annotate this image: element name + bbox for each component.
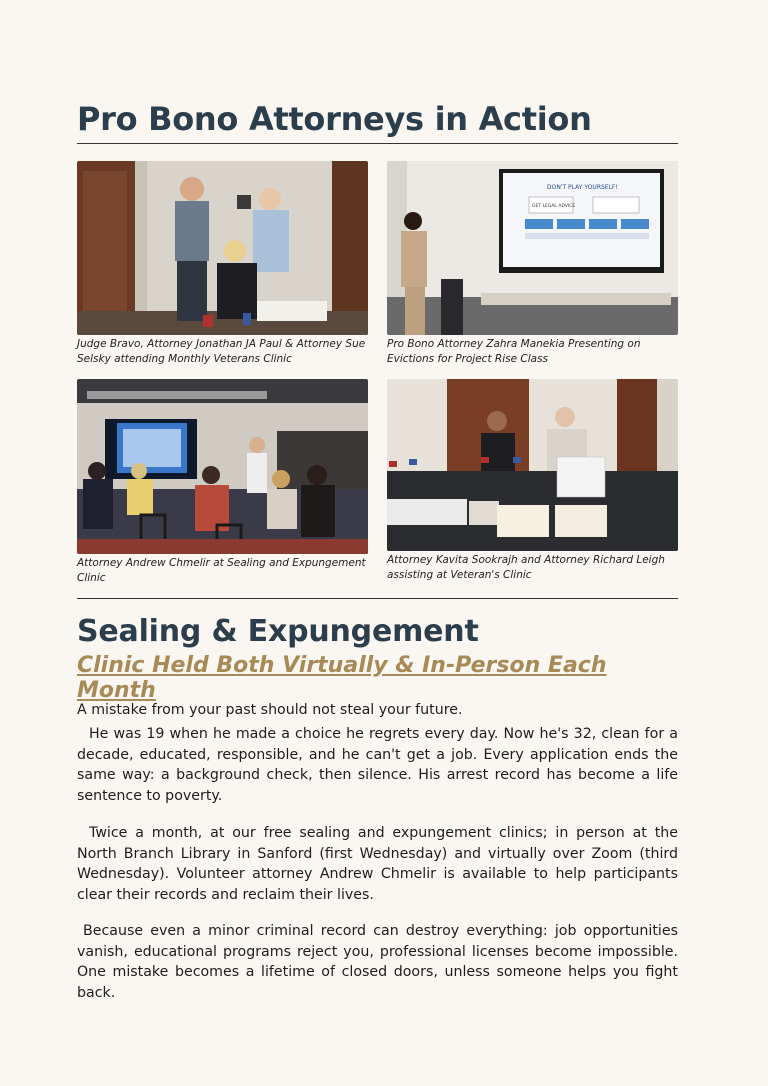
section-subtitle: Clinic Held Both Virtually & In-Person Each Month: [77, 653, 607, 703]
body-paragraph-4: Because even a minor criminal record can destroy everything: job opportunities vanish, educational programs reject you, professional licenses become impossible. One mistake becomes a lifetime of closed doors, unless someone helps you fight back.: [77, 923, 678, 1001]
screen-button: GET LEGAL ADVICE: [532, 204, 576, 209]
body-paragraph-3: Twice a month, at our free sealing and expungement clinics; in person at the North Branch Library in Sanford (first Wednesday) and virtually over Zoom (third Wednesday). Volunteer attorney Andrew Chmelir is available to help participants clear their records and reclaim their lives.: [77, 825, 678, 903]
caption-evictions-presentation: Pro Bono Attorney Zahra Manekia Presenting on Evictions for Project Rise Class: [387, 338, 641, 365]
caption-veterans-assisting: Attorney Kavita Sookrajh and Attorney Richard Leigh assisting at Veteran's Clinic: [387, 554, 665, 581]
photo-evictions-presentation: [387, 161, 678, 335]
divider: [77, 598, 678, 599]
screen-title: DON'T PLAY YOURSELF!: [547, 184, 618, 191]
divider: [77, 143, 678, 144]
section-title-sealing: Sealing & Expungement: [77, 614, 479, 649]
photo-veterans-clinic: [77, 161, 368, 335]
body-paragraph-1: A mistake from your past should not steal your future.: [77, 702, 463, 718]
caption-veterans-clinic: Judge Bravo, Attorney Jonathan JA Paul & Attorney Sue Selsky attending Monthly Veterans Clinic: [77, 338, 366, 365]
body-paragraph-2: He was 19 when he made a choice he regrets every day. Now he's 32, clean for a decade, educated, responsible, and he can't get a job. Every application ends the same way: a background check, then silence. His arrest record has become a life sentence to poverty.: [77, 726, 678, 804]
caption-expungement-clinic: Attorney Andrew Chmelir at Sealing and Expungement Clinic: [77, 557, 366, 584]
section-title-pro-bono: Pro Bono Attorneys in Action: [77, 100, 592, 138]
photo-expungement-clinic: [77, 379, 368, 554]
photo-veterans-assisting: [387, 379, 678, 551]
